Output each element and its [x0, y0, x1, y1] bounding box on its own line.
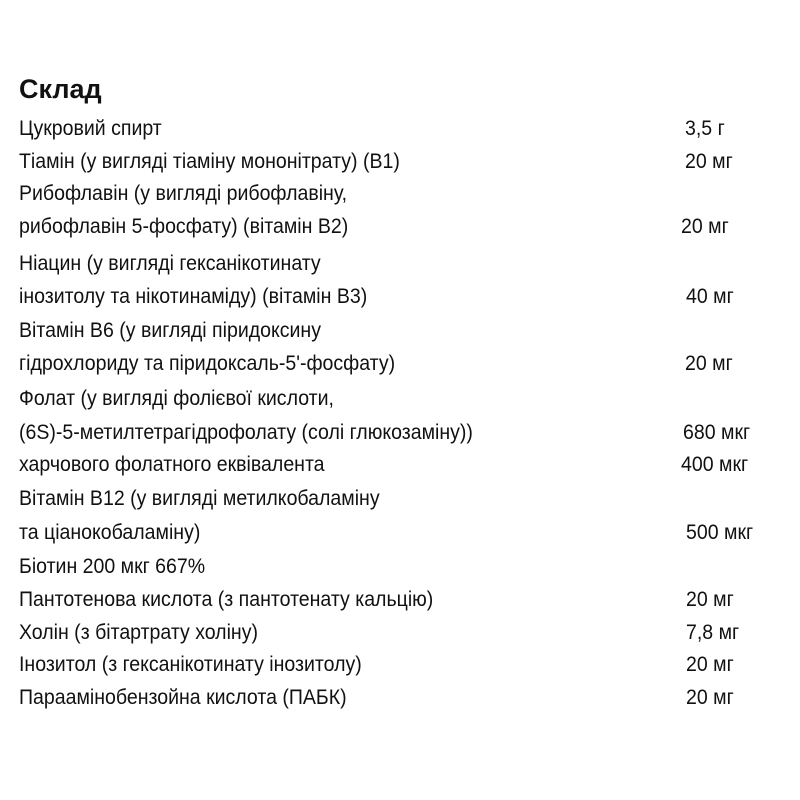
ingredient-name: Ніацин (у вигляді гексанікотинату [19, 252, 321, 275]
ingredient-name: Інозитол (з гексанікотинату інозитолу) [19, 653, 362, 676]
ingredient-amount: 20 мг [686, 686, 734, 709]
ingredient-amount: 20 мг [686, 588, 734, 611]
ingredient-amount: 20 мг [685, 352, 733, 375]
ingredient-amount: 20 мг [681, 215, 729, 238]
ingredient-amount: 20 мг [685, 150, 733, 173]
ingredient-name: Тіамін (у вигляді тіаміну мононітрату) (B1) [19, 150, 400, 173]
ingredient-amount: 7,8 мг [686, 621, 740, 644]
ingredient-amount: 500 мкг [686, 521, 754, 544]
ingredient-name: Фолат (у вигляді фолієвої кислоти, [19, 387, 334, 410]
ingredient-name: та ціанокобаламіну) [19, 521, 201, 544]
ingredient-name: Холін (з бітартрату холіну) [19, 621, 258, 644]
ingredient-amount: 3,5 г [685, 117, 725, 140]
ingredient-name: Біотин 200 мкг 667% [19, 555, 206, 578]
ingredient-name: Рибофлавін (у вигляді рибофлавіну, [19, 182, 348, 205]
ingredient-amount: 40 мг [686, 285, 734, 308]
ingredient-name: рибофлавін 5-фосфату) (вітамін B2) [19, 215, 349, 238]
ingredient-amount: 20 мг [686, 653, 734, 676]
ingredient-name: Цукровий спирт [19, 117, 162, 140]
ingredient-amount: 400 мкг [681, 453, 749, 476]
ingredient-name: харчового фолатного еквівалента [19, 453, 325, 476]
ingredient-name: Параамінобензойна кислота (ПАБК) [19, 686, 347, 709]
ingredient-name: інозитолу та нікотинаміду) (вітамін B3) [19, 285, 368, 308]
ingredient-amount: 680 мкг [683, 421, 751, 444]
composition-title: Склад [19, 74, 102, 104]
ingredient-name: Пантотенова кислота (з пантотенату кальцію) [19, 588, 434, 611]
ingredient-name: Вітамін B12 (у вигляді метилкобаламіну [19, 487, 380, 510]
ingredient-name: гідрохлориду та піридоксаль-5'-фосфату) [19, 352, 396, 375]
ingredient-name: (6S)-5-метилтетрагідрофолату (солі глюкозаміну)) [19, 421, 473, 444]
ingredient-name: Вітамін B6 (у вигляді піридоксину [19, 319, 321, 342]
